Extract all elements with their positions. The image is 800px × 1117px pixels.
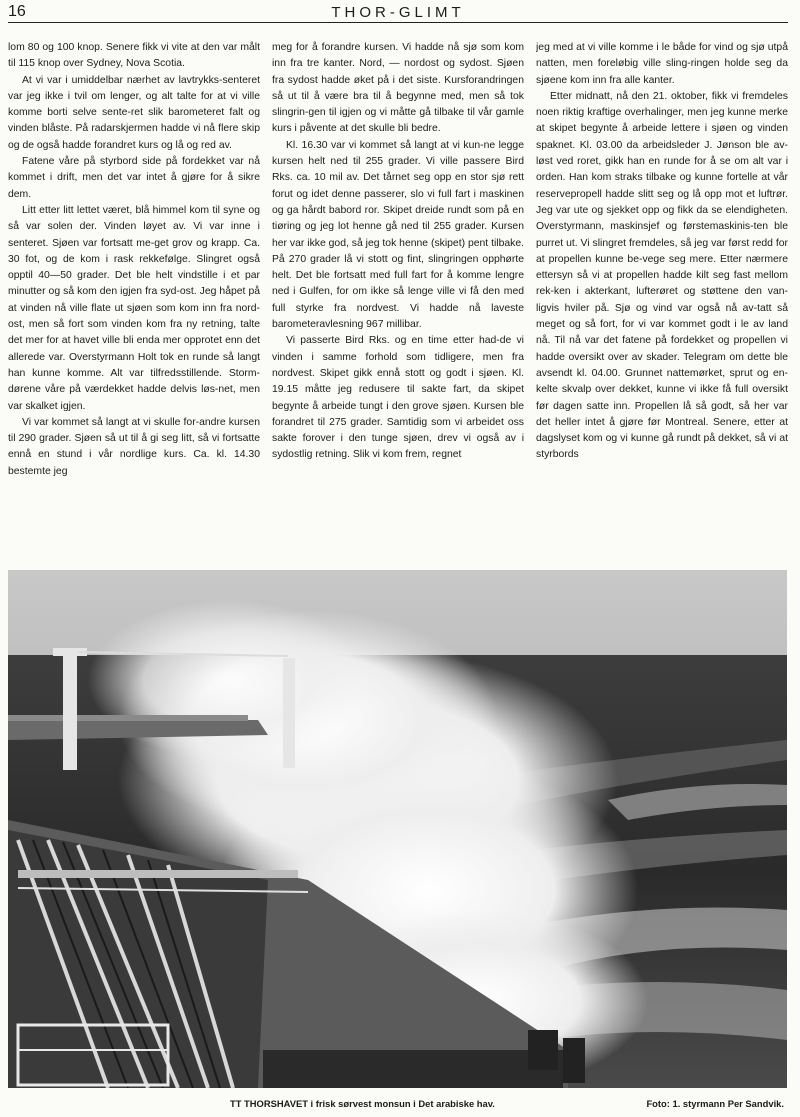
ship-photo <box>8 570 787 1088</box>
page-number: 16 <box>8 3 26 20</box>
running-title: THOR-GLIMT <box>331 4 465 21</box>
page-header <box>8 2 788 22</box>
paragraph: Vi var kommet så langt at vi skulle for-andre kursen til 290 grader. Sjøen så ut til å gi seg litt, så vi fortsatte ennå en stund i vår nordlige kurs. Ca. kl. 14.30 bestemte jeg <box>8 416 260 477</box>
photo-credit: Foto: 1. styrmann Per Sandvik. <box>646 1098 784 1109</box>
paragraph: meg for å forandre kursen. Vi hadde nå sjø som kom inn fra tre kanter. Nord, — nordost og sydost. Sjøen fra sydost hadde øket på i det siste. Kursforandringen så ut til å være bra til å begynne med, men så tok slingrin-gen til igjen og vi måtte gå tilbake til vår gamle kurs i påvente at det skulle bli bedre. <box>272 42 524 135</box>
text-column-3 <box>536 40 788 560</box>
paragraph: Litt etter litt lettet været, blå himmel kom til syne og så var solen der. Vinden løyet av. Vi var inne i senteret. Sjøen var fortsatt me-get grov og krapp. Ca. 30 fot, og de kom i rask rekkefølge. Slingret også opptil 40—50 grader. Det ble helt vindstille i et par minutter og så kom den igjen fra syd-ost. Jeg håpet på at vinden nå ville flate ut sjøen som kom inn fra nord-ost, men så fort som vinden kom fra ny retning, talte det mer for at havet ville bli enda mer opprotet enn det allerede var. Overstyrmann Holt tok en runde så langt han kunne komme. Alt var tilfredsstillende. Storm-dørene våre på værdekket hadde delvis løs-net, men var skalket igjen. <box>8 204 260 412</box>
header-rule <box>8 22 788 23</box>
paragraph: Vi passerte Bird Rks. og en time etter had-de vi vinden i samme forhold som tidligere, men fra nordvest. Skipet gikk ennå stott og godt i sjøen. Kl. 19.15 måtte jeg redusere til sakte fart, da skipet begynte å arbeide tungt i den grove sjøen. Kursen ble forandret til 275 grader. Samtidig som vi arbeidet oss sakte forover i den tunge sjøen, drev vi også av i sydostlig retning. Slik vi kom frem, regnet <box>272 335 524 461</box>
caption-text: TT THORSHAVET i frisk sørvest monsun i Det arabiske hav. <box>230 1098 495 1109</box>
paragraph: jeg med at vi ville komme i le både for vind og sjø utpå natten, men foreløbig ville sling-ringen holde seg da sjøene kom inn fra alle kanter. <box>536 42 788 86</box>
paragraph: Etter midnatt, nå den 21. oktober, fikk vi fremdeles noen riktig kraftige overhalinger, men jeg kunne merke at skipet begynte å arbeide lettere i sjøen og vinden spaknet. Kl. 03.00 da arbeidsleder J. Jønson ble av-løst ved roret, gikk han en runde for å se om alt var i orden. Han kom straks tilbake og kunne fortelle at vår reservepropell hadde slitt seg og lå opp mot et luftrør. Jeg var ute og sjekket opp og fikk da se elendigheten. Overstyrmann, maskinsjef og førstemaskinis-ten ble purret ut. Vi slingret fremdeles, så jeg var først redd for at propellen kunne be-vege seg mere. Etter nærmere ettersyn så vi at propellen hadde kilt seg fast mellom rek-ken i akterkant, lufterøret og støttene den van-ligvis hviler på. Sjø og vind var også nå av-tatt så meget og så fort, for vi var kommet godt i le av land nå. Til nå var det fatene på fordekket og propellen vi hadde oversikt over av skader. Telegram om dette ble avsendt kl. 04.00. Grunnet nattemørket, sprut og en-kelte skvalp over dekket, kunne vi ikke få full oversikt før dagen satte inn. Propellen lå så godt, så her var det heller intet å gjøre før Montreal. Senere, etter at dagslyset kom og vi kunne gå rundt på dekket, så vi at styrbords <box>536 90 788 461</box>
article-body <box>8 40 788 560</box>
paragraph: Kl. 16.30 var vi kommet så langt at vi kun-ne legge kursen helt ned til 255 grader. Vi ville passere Bird Rks. ca. 10 mil av. Det tårnet seg opp en stor sjø rett forut og idet denne passerer, slo vi full fart i maskinen og ga hårdt babord ror. Skipet dreide rundt som på en tiøring og jeg lot henne gå ned til 255 grader. Kursen her var ikke god, så jeg tok henne (skipet) pent tilbake. På 270 grader lå vi stott og fint, slingringen opphørte helt. Det ble fortsatt med full fart for å komme lengre ned i Gulfen, for om ikke så lenge ville vi få den med full styrke fra nordvest. Vi hadde nå laveste barometeravlesning 967 millibar. <box>272 139 524 331</box>
text-column-2 <box>272 40 524 560</box>
paragraph: lom 80 og 100 knop. Senere fikk vi vite at den var målt til 115 knop over Sydney, Nova Scotia. <box>8 42 260 70</box>
paragraph: Fatene våre på styrbord side på fordekket var nå kommet i drift, men det var intet å gjøre for å sikre dem. <box>8 156 260 200</box>
text-column-1 <box>8 40 260 560</box>
paragraph: At vi var i umiddelbar nærhet av lavtrykks-senteret var jeg ikke i tvil om lenger, og alt talte for at vi ville komme borti selve sente-ret slik barometeret falt og vinden blåste. På radarskjermen hadde vi nå flere skip og de også hadde forandret kurs og lå og red av. <box>8 74 260 151</box>
tanker-in-heavy-sea-illustration <box>8 570 787 1088</box>
photo-caption <box>8 1098 788 1112</box>
